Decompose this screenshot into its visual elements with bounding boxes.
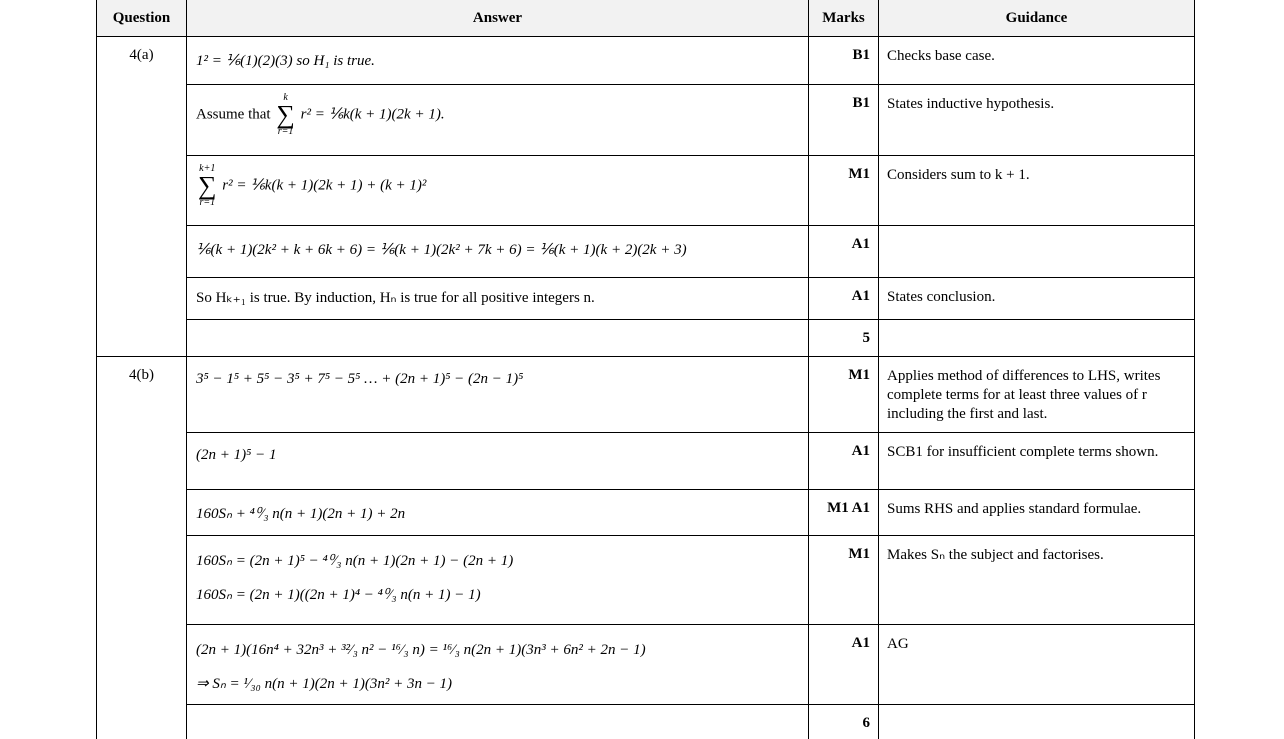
table-row <box>97 433 1195 490</box>
answer-text: 160Sₙ + ⁴⁰⁄₃ n(n + 1)(2n + 1) + 2n <box>196 506 406 522</box>
answer-text: r² = ⅙k(k + 1)(2k + 1). <box>300 106 445 123</box>
guidance-cell: States inductive hypothesis. <box>879 85 1195 156</box>
marks-total: 6 <box>809 705 879 739</box>
guidance-cell: Applies method of differences to LHS, writes complete terms for at least three values of r including the first and last. <box>879 357 1195 433</box>
answer-cell <box>187 536 809 625</box>
guidance-cell: Considers sum to k + 1. <box>879 156 1195 226</box>
sum-upper: k <box>283 92 288 103</box>
guidance-cell: Sums RHS and applies standard formulae. <box>879 490 1195 536</box>
guidance-cell: AG <box>879 625 1195 705</box>
sigma-icon: ∑ <box>198 171 217 200</box>
answer-text: 1² = ⅙(1)(2)(3) so H₁ is true. <box>196 53 375 69</box>
answer-cell <box>187 226 809 278</box>
answer-text: 160Sₙ = (2n + 1)⁵ − ⁴⁰⁄₃ n(n + 1)(2n + 1) − (2n + 1) <box>196 553 514 569</box>
answer-cell <box>187 320 809 357</box>
sum-upper: k+1 <box>199 163 216 174</box>
answer-text: 160Sₙ = (2n + 1)((2n + 1)⁴ − ⁴⁰⁄₃ n(n + 1) − 1) <box>196 587 481 603</box>
answer-cell <box>187 37 809 85</box>
marks-cell: A1 <box>809 433 879 490</box>
answer-cell <box>187 433 809 490</box>
guidance-cell: SCB1 for insufficient complete terms shown. <box>879 433 1195 490</box>
mark-scheme-table <box>96 0 1195 739</box>
answer-cell <box>187 490 809 536</box>
guidance-cell <box>879 705 1195 739</box>
header-marks: Marks <box>809 0 879 37</box>
answer-cell <box>187 156 809 226</box>
marks-cell: A1 <box>809 278 879 320</box>
answer-text: (2n + 1)(16n⁴ + 32n³ + ³²⁄₃ n² − ¹⁶⁄₃ n) = ¹⁶⁄₃ n(2n + 1)(3n³ + 6n² + 2n − 1) <box>196 642 646 658</box>
answer-text: r² = ⅙k(k + 1)(2k + 1) + (k + 1)² <box>222 177 427 194</box>
marks-cell: A1 <box>809 226 879 278</box>
header-row <box>97 0 1195 37</box>
marks-cell: A1 <box>809 625 879 705</box>
answer-cell <box>187 357 809 433</box>
table-row <box>97 85 1195 156</box>
marks-total: 5 <box>809 320 879 357</box>
answer-cell <box>187 625 809 705</box>
summation <box>198 164 217 208</box>
guidance-cell <box>879 320 1195 357</box>
guidance-cell: States conclusion. <box>879 278 1195 320</box>
marks-cell: B1 <box>809 37 879 85</box>
header-answer: Answer <box>187 0 809 37</box>
answer-cell <box>187 278 809 320</box>
header-question: Question <box>97 0 187 37</box>
table-row <box>97 536 1195 625</box>
marks-cell: M1 <box>809 536 879 625</box>
answer-text: (2n + 1)⁵ − 1 <box>196 447 277 463</box>
table-row <box>97 278 1195 320</box>
table-row <box>97 226 1195 278</box>
answer-text: ⇒ Sₙ = ¹⁄₃₀ n(n + 1)(2n + 1)(3n² + 3n − 1) <box>196 676 453 692</box>
guidance-cell: Makes Sₙ the subject and factorises. <box>879 536 1195 625</box>
header-guidance: Guidance <box>879 0 1195 37</box>
sum-lower: r=1 <box>277 126 294 137</box>
total-row <box>97 320 1195 357</box>
sum-lower: r=1 <box>199 197 216 208</box>
question-number: 4(a) <box>97 37 187 357</box>
summation <box>276 93 295 137</box>
table-row <box>97 357 1195 433</box>
marks-cell: B1 <box>809 85 879 156</box>
table-row <box>97 37 1195 85</box>
table-row <box>97 625 1195 705</box>
sigma-icon: ∑ <box>276 100 295 129</box>
marks-cell: M1 <box>809 156 879 226</box>
answer-prefix: Assume that <box>196 106 271 123</box>
marks-cell: M1 <box>809 357 879 433</box>
answer-cell <box>187 85 809 156</box>
marks-cell: M1 A1 <box>809 490 879 536</box>
answer-text: ⅙(k + 1)(2k² + k + 6k + 6) = ⅙(k + 1)(2k² + 7k + 6) = ⅙(k + 1)(k + 2)(2k + 3) <box>196 242 687 258</box>
table-row <box>97 490 1195 536</box>
answer-cell <box>187 705 809 739</box>
table-row <box>97 156 1195 226</box>
guidance-cell: Checks base case. <box>879 37 1195 85</box>
guidance-cell <box>879 226 1195 278</box>
answer-text: 3⁵ − 1⁵ + 5⁵ − 3⁵ + 7⁵ − 5⁵ … + (2n + 1)⁵ − (2n − 1)⁵ <box>196 371 524 387</box>
question-number: 4(b) <box>97 357 187 739</box>
total-row <box>97 705 1195 739</box>
answer-text: So Hₖ₊₁ is true. By induction, Hₙ is true for all positive integers n. <box>196 290 595 306</box>
